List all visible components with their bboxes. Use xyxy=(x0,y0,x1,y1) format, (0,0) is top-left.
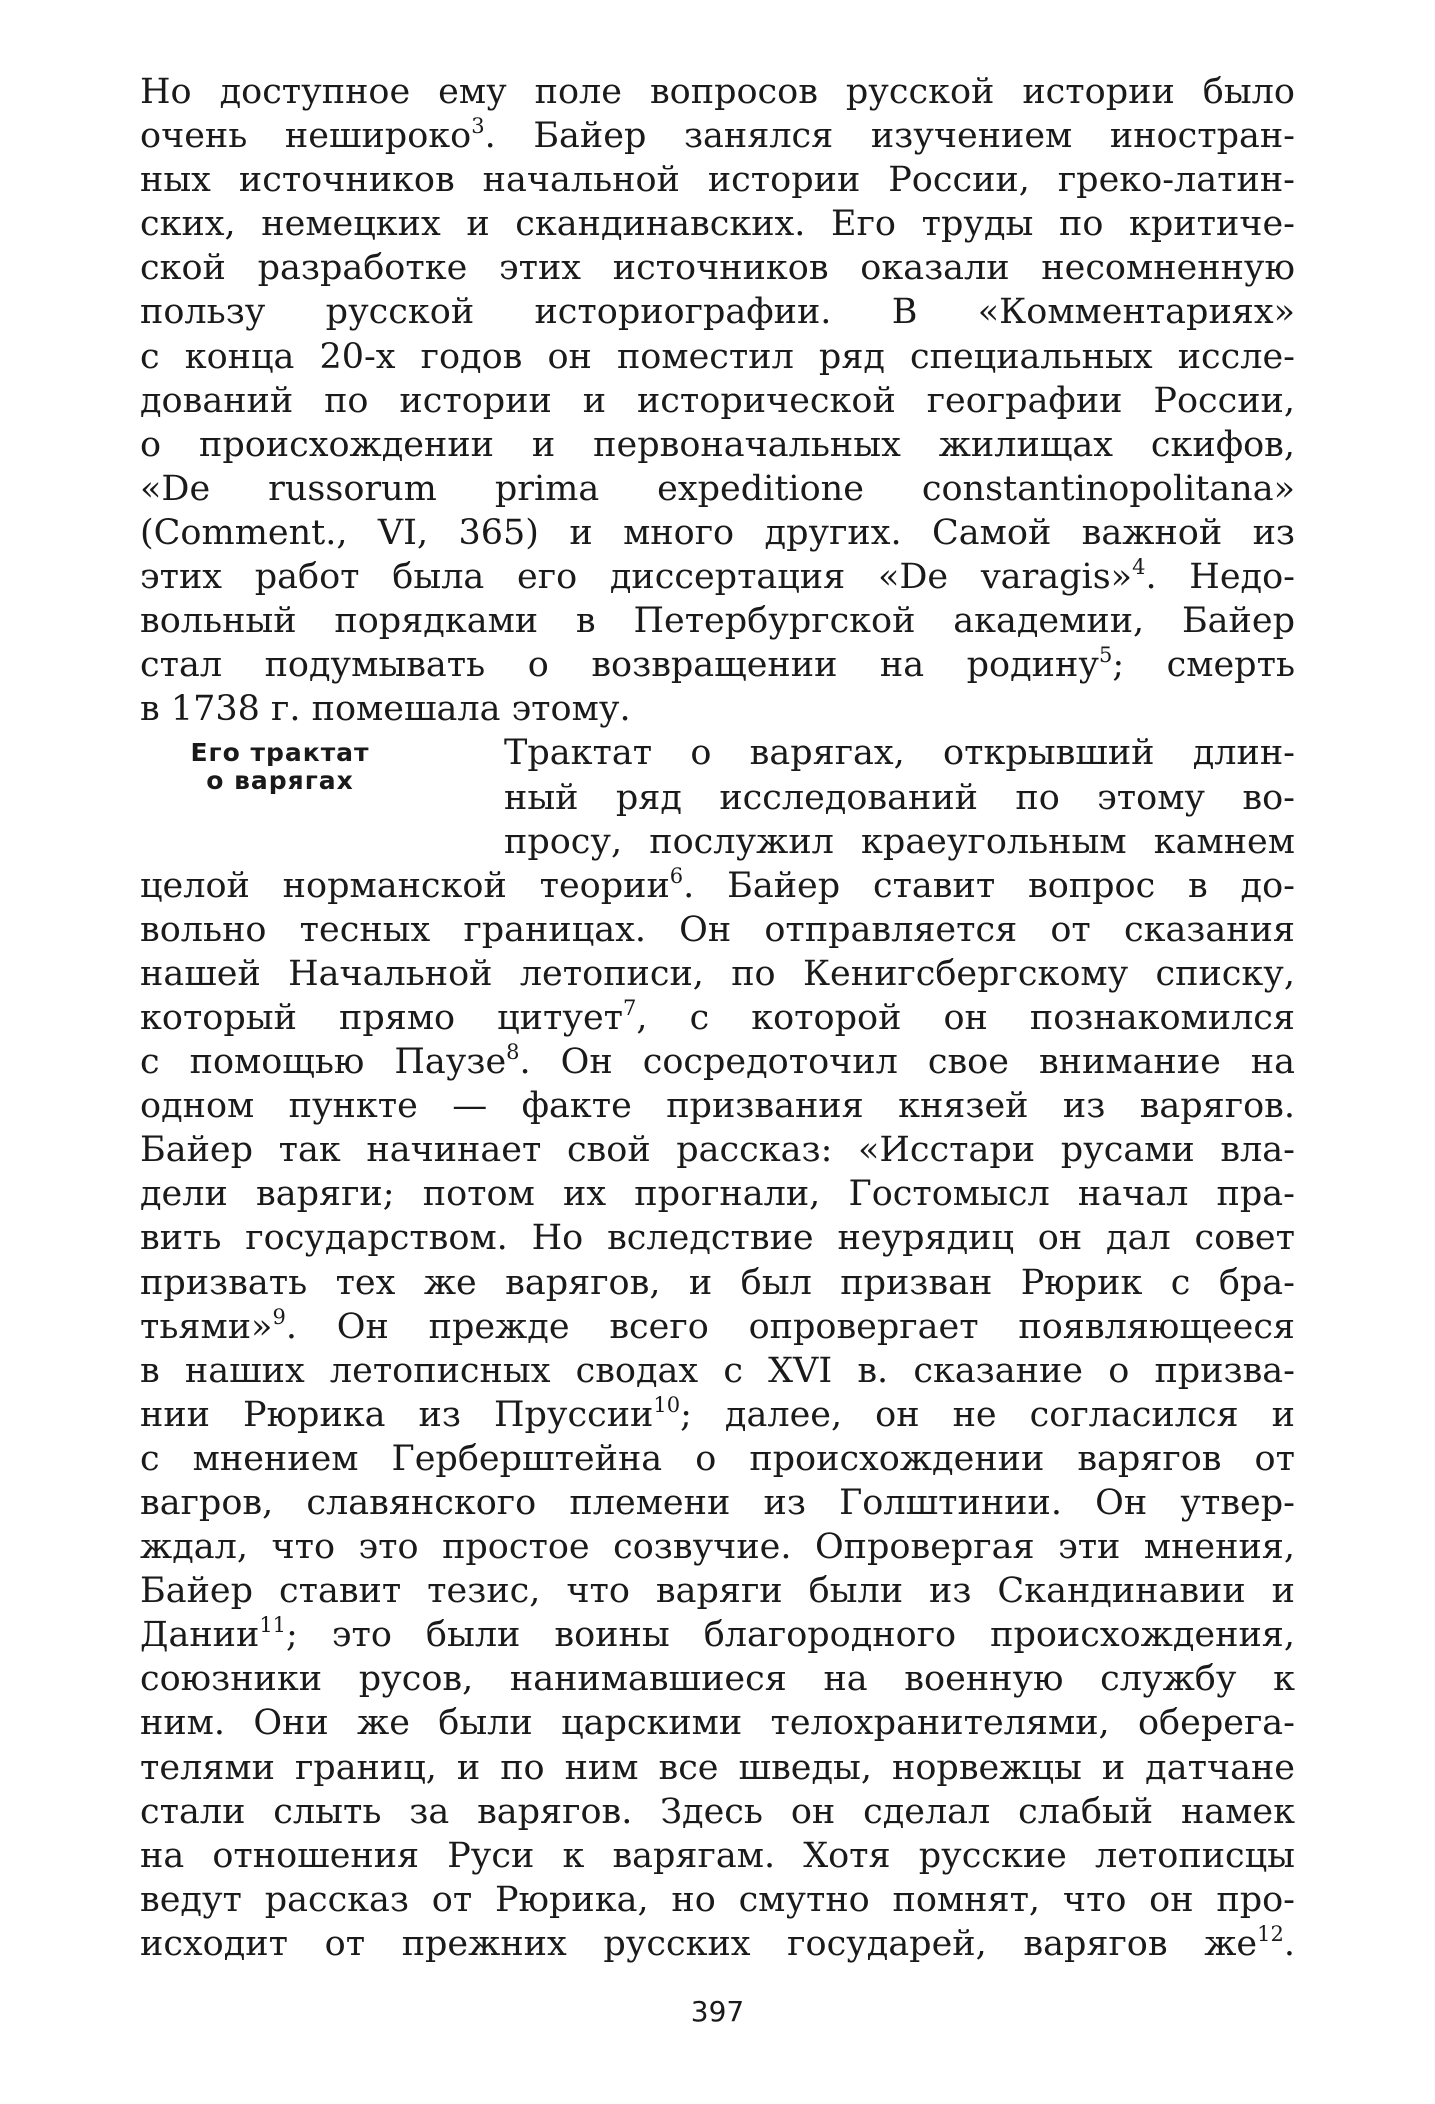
text-line xyxy=(140,1216,1295,1260)
text-line xyxy=(140,1040,1295,1084)
text-run: этих работ была его диссертация «De varagis» xyxy=(140,557,1133,598)
indented-paragraph-start xyxy=(504,731,1295,863)
text-line xyxy=(140,335,1295,379)
footnote-marker: 5 xyxy=(1098,643,1113,668)
text-run: (Comment., VI, 365) и много других. Самой важной из xyxy=(140,512,1295,553)
text-line xyxy=(140,1525,1295,1569)
text-run: ; смерть xyxy=(1112,645,1295,686)
text-run: который прямо цитует xyxy=(140,997,624,1038)
text-line xyxy=(140,643,1295,687)
text-run: . Байер занялся изучением иностран- xyxy=(484,116,1295,157)
text-line xyxy=(140,423,1295,467)
text-run: с помощью Паузе xyxy=(140,1042,507,1083)
text-run: целой норманской теории xyxy=(140,865,670,906)
text-run: призвать тех же варягов, и был призван Рюрик с бра- xyxy=(140,1262,1295,1303)
text-run: пользу русской историографии. В «Комментариях» xyxy=(140,292,1295,333)
text-line xyxy=(140,114,1295,158)
text-run: . Он прежде всего опровергает появляющееся xyxy=(285,1306,1295,1347)
text-line xyxy=(140,1349,1295,1393)
text-run: ных источников начальной истории России, греко-латин- xyxy=(140,160,1295,201)
text-line xyxy=(140,1790,1295,1834)
text-line xyxy=(140,555,1295,599)
text-run: просу, послужил краеугольным камнем xyxy=(504,821,1295,862)
text-line xyxy=(140,952,1295,996)
text-run: Но доступное ему поле вопросов русской истории было xyxy=(140,72,1295,112)
text-run: , с которой он познакомился xyxy=(636,997,1295,1038)
text-run: вольно тесных границах. Он отправляется от сказания xyxy=(140,909,1295,950)
text-run: дели варяги; потом их прогнали, Гостомысл начал пра- xyxy=(140,1174,1295,1215)
text-line xyxy=(140,1084,1295,1128)
text-line xyxy=(140,1261,1295,1305)
text-run: ских, немецких и скандинавских. Его труды по критиче- xyxy=(140,204,1295,245)
text-run: . Недо- xyxy=(1145,557,1295,598)
side-heading xyxy=(180,739,380,795)
text-run: стал подумывать о возвращении на родину xyxy=(140,645,1099,686)
text-run: вольный порядками в Петербургской академии, Байер xyxy=(140,601,1295,642)
text-line xyxy=(140,1569,1295,1613)
text-run: в наших летописных сводах с XVI в. сказание о призва- xyxy=(140,1350,1295,1391)
text-run: нашей Начальной летописи, по Кенигсбергскому списку, xyxy=(140,953,1295,994)
text-run: Трактат о варягах, открывший длин- xyxy=(504,733,1295,774)
footnote-marker: 10 xyxy=(653,1392,681,1417)
text-run: «De russorum prima expeditione constantinopolitana» xyxy=(140,468,1295,509)
footnote-marker: 11 xyxy=(259,1613,287,1638)
text-run: союзники русов, нанимавшиеся на военную службу к xyxy=(140,1659,1295,1700)
text-run: Байер ставит тезис, что варяги были из Скандинавии и xyxy=(140,1571,1295,1612)
text-run: вагров, славянского племени из Голштинии. Он утвер- xyxy=(140,1483,1295,1524)
text-line xyxy=(504,776,1295,820)
page-body xyxy=(140,70,1295,1966)
text-line xyxy=(140,1393,1295,1437)
paragraph-1 xyxy=(140,70,1295,731)
text-run: Дании xyxy=(140,1615,260,1656)
footnote-marker: 12 xyxy=(1257,1921,1284,1946)
text-run: в 1738 г. помешала этому. xyxy=(140,689,631,730)
text-line xyxy=(140,1834,1295,1878)
text-line xyxy=(140,1878,1295,1922)
text-run: . Он сосредоточил свое внимание на xyxy=(519,1042,1295,1083)
text-run: с конца 20-х годов он поместил ряд специальных иссле- xyxy=(140,336,1295,377)
text-line xyxy=(140,1922,1295,1966)
text-run: тьями» xyxy=(140,1306,273,1347)
text-line xyxy=(140,1657,1295,1701)
paragraph-2 xyxy=(140,864,1295,1966)
footnote-marker: 9 xyxy=(272,1304,286,1329)
text-line xyxy=(140,467,1295,511)
text-line xyxy=(140,246,1295,290)
text-line xyxy=(140,1746,1295,1790)
footnote-marker: 4 xyxy=(1132,555,1146,580)
text-line xyxy=(140,996,1295,1040)
text-run: вить государством. Но вследствие неурядиц он дал совет xyxy=(140,1218,1295,1259)
text-run: с мнением Герберштейна о происхождении варягов от xyxy=(140,1438,1295,1479)
side-heading-line-1: Его трактат xyxy=(190,738,370,768)
text-run: ждал, что это простое созвучие. Опровергая эти мнения, xyxy=(140,1527,1295,1568)
text-run: ; далее, он не согласился и xyxy=(680,1394,1295,1435)
text-run: ской разработке этих источников оказали несомненную xyxy=(140,248,1295,289)
text-line xyxy=(140,1613,1295,1657)
text-run: исходит от прежних русских государей, варягов же xyxy=(140,1923,1258,1964)
footnote-marker: 6 xyxy=(669,863,684,888)
text-line xyxy=(140,599,1295,643)
text-line xyxy=(140,70,1295,114)
page-number: 397 xyxy=(690,1995,745,2028)
footnote-marker: 3 xyxy=(471,114,485,139)
text-line xyxy=(504,731,1295,775)
text-run: . Байер ставит вопрос в до- xyxy=(683,865,1295,906)
text-line xyxy=(140,290,1295,334)
text-line xyxy=(140,1305,1295,1349)
text-run: стали слыть за варягов. Здесь он сделал слабый намек xyxy=(140,1791,1295,1832)
footnote-marker: 8 xyxy=(506,1040,520,1065)
text-line xyxy=(140,864,1295,908)
section-with-side-heading xyxy=(140,731,1295,863)
text-line xyxy=(140,158,1295,202)
text-run: нии Рюрика из Пруссии xyxy=(140,1394,654,1435)
text-run: ним. Они же были царскими телохранителями, оберега- xyxy=(140,1703,1295,1744)
text-run: очень неширoко xyxy=(140,116,472,157)
text-line xyxy=(140,511,1295,555)
text-line xyxy=(140,908,1295,952)
text-run: одном пункте — факте призвания князей из варягов. xyxy=(140,1086,1295,1127)
footnote-marker: 7 xyxy=(623,995,637,1020)
text-run: ; это были воины благородного происхождения, xyxy=(286,1615,1295,1656)
text-line xyxy=(140,1437,1295,1481)
text-run: Байер так начинает свой рассказ: «Исстари русами вла- xyxy=(140,1130,1295,1171)
text-line xyxy=(140,1701,1295,1745)
text-run: телями границ, и по ним все шведы, норвежцы и датчане xyxy=(140,1747,1295,1788)
side-heading-line-2: о варягах xyxy=(206,766,354,796)
text-run: на отношения Руси к варягам. Хотя русские летописцы xyxy=(140,1835,1295,1876)
text-line xyxy=(140,687,1295,731)
text-run: ный ряд исследований по этому во- xyxy=(504,777,1295,818)
text-run: . xyxy=(1283,1923,1295,1964)
text-run: о происхождении и первоначальных жилищах скифов, xyxy=(140,424,1295,465)
text-line xyxy=(140,379,1295,423)
text-line xyxy=(140,1128,1295,1172)
text-line xyxy=(140,1481,1295,1525)
text-line xyxy=(140,202,1295,246)
text-run: ведут рассказ от Рюрика, но смутно помнят, что он про- xyxy=(140,1879,1295,1920)
text-run: дований по истории и исторической географии России, xyxy=(140,380,1295,421)
text-line xyxy=(140,1172,1295,1216)
text-line xyxy=(504,820,1295,864)
